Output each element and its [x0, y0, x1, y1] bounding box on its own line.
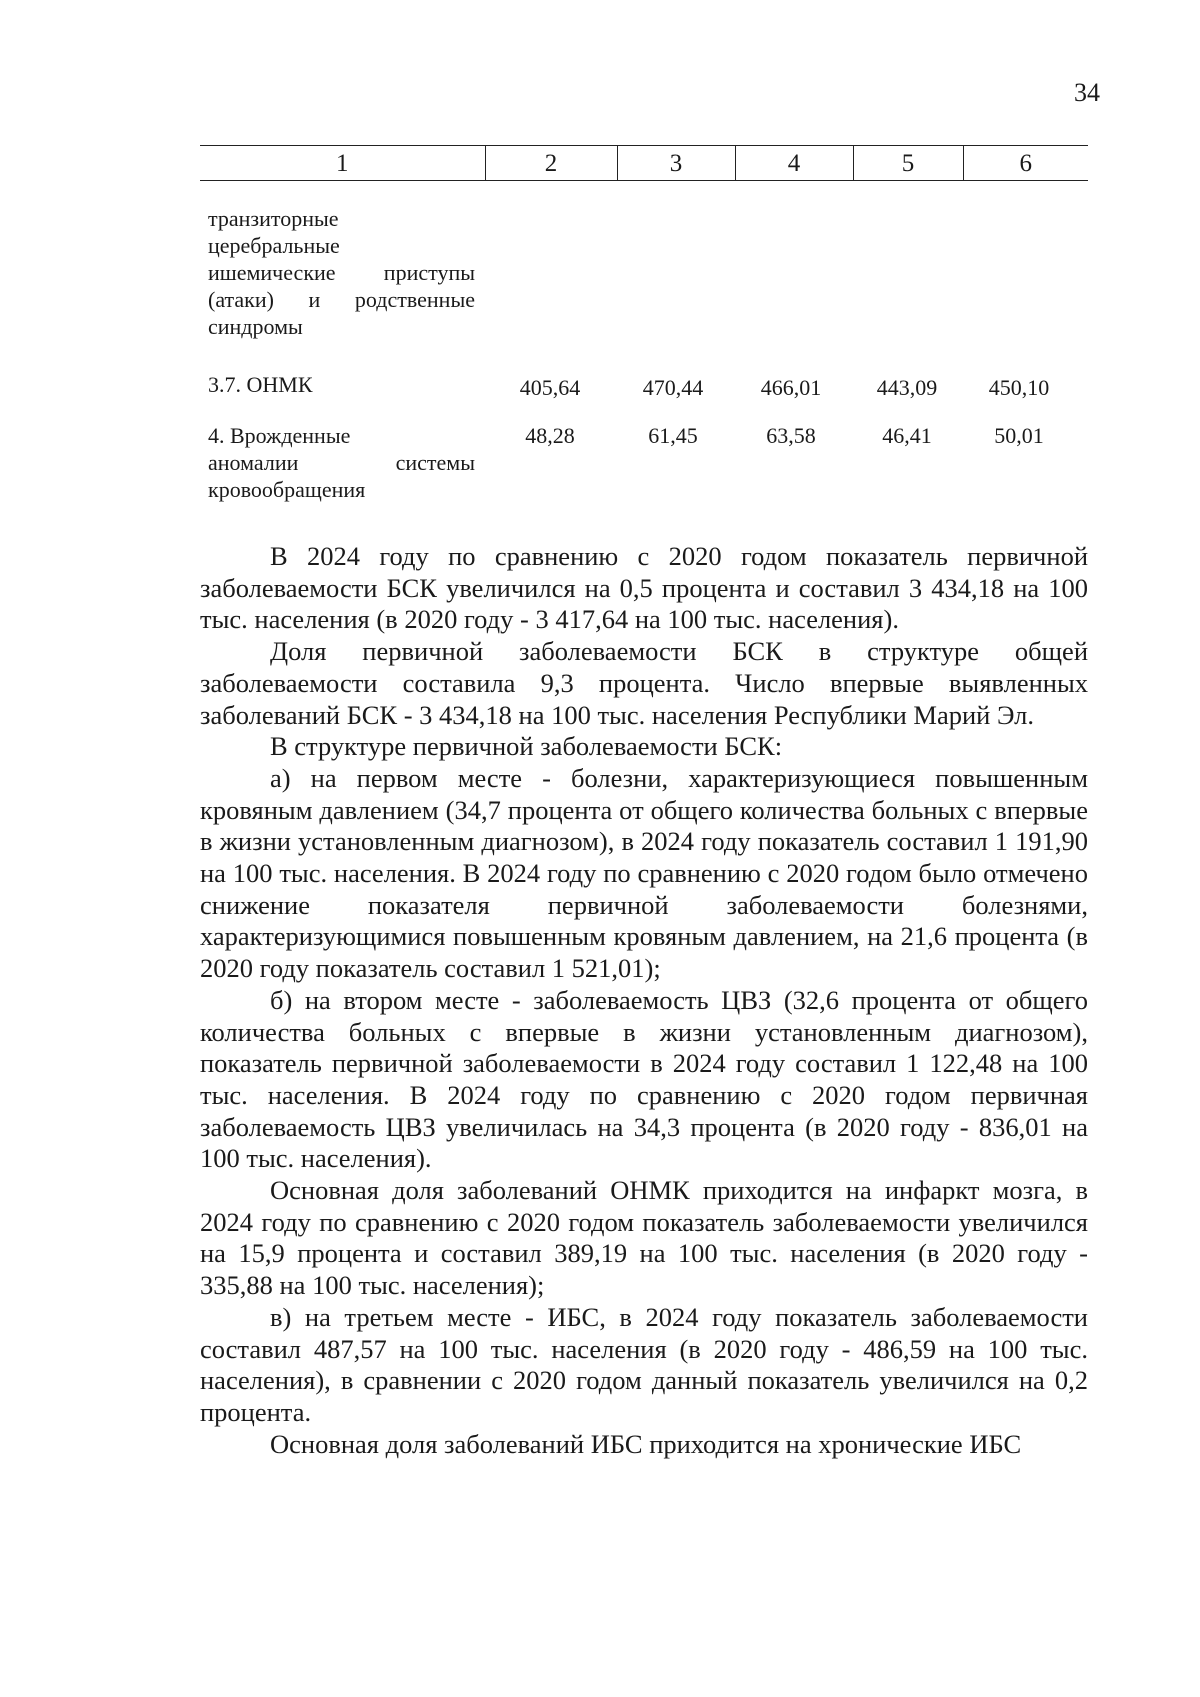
table-header-row	[200, 146, 1088, 181]
column-number-2: 2	[485, 146, 617, 181]
cell-value: 48,28	[525, 423, 575, 448]
paragraph: Основная доля заболеваний ИБС приходится на хронические ИБС	[270, 1428, 1022, 1459]
column-number-6: 6	[963, 146, 1088, 181]
column-number-1: 1	[336, 150, 349, 177]
row-label-line: 3.7. ОНМК	[208, 372, 313, 397]
paragraph: В структуре первичной заболеваемости БСК:	[270, 731, 783, 762]
row-label	[208, 371, 475, 398]
column-number-3: 3	[617, 146, 735, 181]
paragraph: а) на первом месте - болезни, характеризующиеся повышенным кровяным давлением (34,7 процента от общего количества больных с впервые в жизни установленным диагнозом), в 2024 году показатель составил 1 191,90 на 100 тыс. населения. В 2024 году по сравнению с 2020 годом было отмечено снижение показателя первичной заболеваемости болезнями, характеризующимися повышенным кровяным давлением, на 21,6 процента (в 2020 году показатель составил 1 521,01);	[200, 762, 1088, 984]
table-column-header	[200, 145, 1088, 181]
cell-value: 470,44	[642, 375, 704, 400]
row-label	[208, 422, 475, 503]
row-label-line: ишемические приступы	[208, 260, 475, 285]
paragraph: Основная доля заболеваний ОНМК приходится на инфаркт мозга, в 2024 году по сравнению с 2020 годом показатель заболеваемости увеличился на 15,9 процента и составил 389,19 на 100 тыс. населения (в 2020 году - 335,88 на 100 тыс. населения);	[200, 1175, 1088, 1301]
cell-value: 466,01	[760, 375, 822, 400]
paragraph: б) на втором месте - заболеваемость ЦВЗ (32,6 процента от общего количества больных с впервые в жизни установленным диагнозом), показатель первичной заболеваемости в 2024 году составил 1 122,48 на 100 тыс. населения. В 2024 году по сравнению с 2020 годом первичная заболеваемость ЦВЗ увеличилась на 34,3 процента (в 2020 году - 836,01 на 100 тыс. населения).	[200, 984, 1088, 1174]
cell-value: 61,45	[648, 423, 698, 448]
cell-value: 46,41	[882, 423, 932, 448]
column-number-5: 5	[853, 146, 963, 181]
cell-value: 443,09	[876, 375, 938, 400]
body-text	[200, 541, 1088, 1460]
page-number: 34	[1074, 78, 1100, 107]
row-label-line: 4. Врожденные	[208, 423, 351, 448]
column-number-4: 4	[735, 146, 853, 181]
cell-value: 405,64	[519, 375, 581, 400]
row-label	[208, 205, 475, 340]
row-label-line: аномалии системы	[208, 450, 475, 475]
row-label-line: кровообращения	[208, 477, 366, 502]
paragraph: В 2024 году по сравнению с 2020 годом показатель первичной заболеваемости БСК увеличился на 0,5 процента и составил 3 434,18 на 100 тыс. населения (в 2020 году - 3 417,64 на 100 тыс. населения).	[200, 541, 1088, 635]
cell-value: 63,58	[766, 423, 816, 448]
row-label-line: церебральные	[208, 233, 340, 258]
cell-value: 450,10	[988, 375, 1050, 400]
paragraph: в) на третьем месте - ИБС, в 2024 году показатель заболеваемости составил 487,57 на 100 тыс. населения (в 2020 году - 486,59 на 100 тыс. населения), в сравнении с 2020 годом данный показатель увеличился на 0,2 процента.	[200, 1301, 1088, 1427]
row-label-line: транзиторные	[208, 206, 339, 231]
cell-value: 50,01	[994, 423, 1044, 448]
row-label-line: синдромы	[208, 314, 303, 339]
paragraph: Доля первичной заболеваемости БСК в структуре общей заболеваемости составила 9,3 процента. Число впервые выявленных заболеваний БСК - 3 434,18 на 100 тыс. населения Республики Марий Эл.	[200, 636, 1088, 730]
row-label-line: (атаки) и родственные	[208, 287, 475, 312]
